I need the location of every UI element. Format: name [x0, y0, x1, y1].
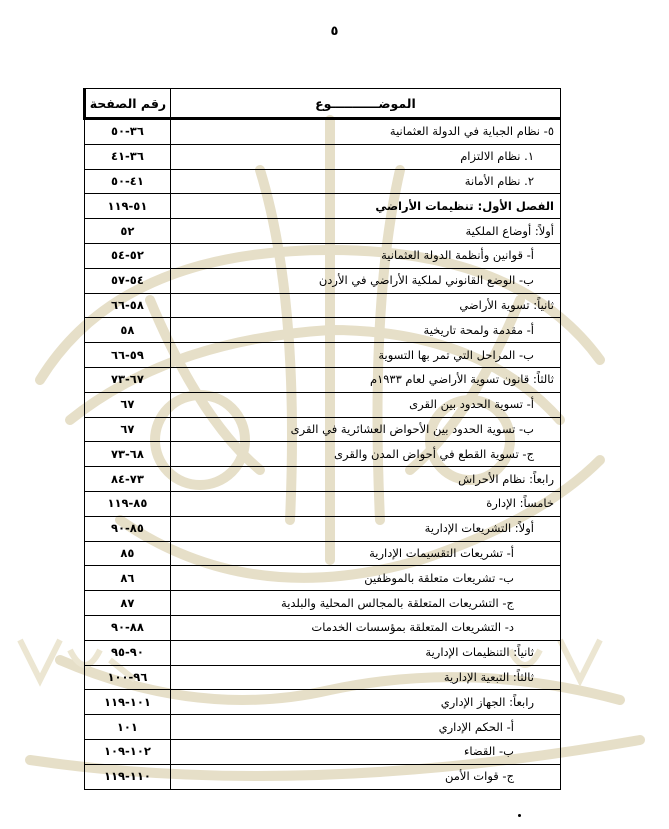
toc-row — [85, 442, 561, 467]
toc-pages: ١٠٢-١٠٩ — [85, 739, 171, 764]
toc-topic: أولاً: التشريعات الإدارية — [170, 516, 560, 541]
footer-mark — [518, 814, 521, 817]
toc-row — [85, 591, 561, 616]
toc-pages: ٨٨-٩٠ — [85, 615, 171, 640]
toc-topic: ثالثاً: قانون تسوية الأراضي لعام ١٩٣٣م — [170, 367, 560, 392]
toc-topic: ثانياً: تسوية الأراضي — [170, 293, 560, 318]
toc-row — [85, 739, 561, 764]
toc-pages: ٥٢-٥٤ — [85, 243, 171, 268]
toc-row — [85, 467, 561, 492]
toc-row — [85, 343, 561, 368]
toc-pages: ٦٧ — [85, 392, 171, 417]
toc-row — [85, 219, 561, 244]
toc-pages: ٤١-٥٠ — [85, 169, 171, 194]
toc-topic: ٥- نظام الجباية في الدولة العثمانية — [170, 119, 560, 145]
toc-row — [85, 640, 561, 665]
toc-pages: ٨٧ — [85, 591, 171, 616]
pages-column-header: رقم الصفحة — [85, 89, 171, 119]
toc-pages: ٥٨ — [85, 318, 171, 343]
toc-topic: ب- الوضع القانوني لملكية الأراضي في الأردن — [170, 268, 560, 293]
toc-pages: ٩٠-٩٥ — [85, 640, 171, 665]
toc-pages: ٣٦-٥٠ — [85, 119, 171, 145]
toc-topic: ب- تشريعات متعلقة بالموظفين — [170, 566, 560, 591]
toc-row — [85, 541, 561, 566]
toc-topic: أ- قوانين وأنظمة الدولة العثمانية — [170, 243, 560, 268]
toc-pages: ٥١-١١٩ — [85, 194, 171, 219]
toc-pages: ٥٨-٦٦ — [85, 293, 171, 318]
toc-header-row — [85, 89, 561, 119]
toc-row — [85, 516, 561, 541]
toc-row — [85, 392, 561, 417]
toc-pages: ٨٦ — [85, 566, 171, 591]
toc-topic: ج- تسوية القطع في أحواض المدن والقرى — [170, 442, 560, 467]
toc-topic: ٢. نظام الأمانة — [170, 169, 560, 194]
topic-column-header: الموضـــــــــــوع — [170, 89, 560, 119]
toc-row — [85, 615, 561, 640]
toc-pages: ٣٦-٤١ — [85, 144, 171, 169]
toc-row — [85, 318, 561, 343]
toc-topic: ج- قوات الأمن — [170, 764, 560, 789]
toc-pages: ١٠١ — [85, 715, 171, 740]
toc-topic: أ- الحكم الإداري — [170, 715, 560, 740]
toc-row — [85, 169, 561, 194]
toc-row — [85, 268, 561, 293]
toc-topic: رابعاً: الجهاز الإداري — [170, 690, 560, 715]
toc-pages: ٧٣-٨٤ — [85, 467, 171, 492]
toc-row — [85, 566, 561, 591]
toc-row — [85, 715, 561, 740]
toc-topic: خامساً: الإدارة — [170, 491, 560, 516]
toc-pages: ٦٨-٧٣ — [85, 442, 171, 467]
toc-pages: ٦٧ — [85, 417, 171, 442]
toc-topic: الفصل الأول: تنظيمات الأراضي — [170, 194, 560, 219]
toc-row — [85, 665, 561, 690]
toc-topic: ب- تسوية الحدود بين الأحواض العشائرية في القرى — [170, 417, 560, 442]
toc-topic: ج- التشريعات المتعلقة بالمجالس المحلية والبلدية — [170, 591, 560, 616]
toc-pages: ٥٩-٦٦ — [85, 343, 171, 368]
toc-pages: ٨٥-١١٩ — [85, 491, 171, 516]
toc-row — [85, 119, 561, 145]
toc-pages: ٥٤-٥٧ — [85, 268, 171, 293]
toc-topic: ثانياً: التنظيمات الإدارية — [170, 640, 560, 665]
toc-row — [85, 491, 561, 516]
toc-row — [85, 764, 561, 789]
toc-topic: ثالثاً: التبعية الإدارية — [170, 665, 560, 690]
toc-topic: أ- تسوية الحدود بين القرى — [170, 392, 560, 417]
toc-row — [85, 417, 561, 442]
toc-topic: أ- مقدمة ولمحة تاريخية — [170, 318, 560, 343]
toc-pages: ٥٢ — [85, 219, 171, 244]
toc-topic: ١. نظام الالتزام — [170, 144, 560, 169]
toc-pages: ١١٠-١١٩ — [85, 764, 171, 789]
toc-topic: أ- تشريعات التقسيمات الإدارية — [170, 541, 560, 566]
toc-topic: ب- القضاء — [170, 739, 560, 764]
toc-row — [85, 293, 561, 318]
toc-row — [85, 144, 561, 169]
toc-row — [85, 194, 561, 219]
toc-pages: ٩٦-١٠٠ — [85, 665, 171, 690]
toc-pages: ٦٧-٧٣ — [85, 367, 171, 392]
toc-topic: رابعاً: نظام الأحراش — [170, 467, 560, 492]
toc-row — [85, 243, 561, 268]
toc-topic: أولاً: أوضاع الملكية — [170, 219, 560, 244]
toc-topic: ب- المراحل التي تمر بها التسوية — [170, 343, 560, 368]
page-number: ٥ — [330, 24, 339, 39]
toc-pages: ٨٥ — [85, 541, 171, 566]
toc-row — [85, 367, 561, 392]
toc-pages: ٨٥-٩٠ — [85, 516, 171, 541]
toc-topic: د- التشريعات المتعلقة بمؤسسات الخدمات — [170, 615, 560, 640]
toc-row — [85, 690, 561, 715]
table-of-contents — [83, 88, 561, 790]
toc-pages: ١٠١-١١٩ — [85, 690, 171, 715]
